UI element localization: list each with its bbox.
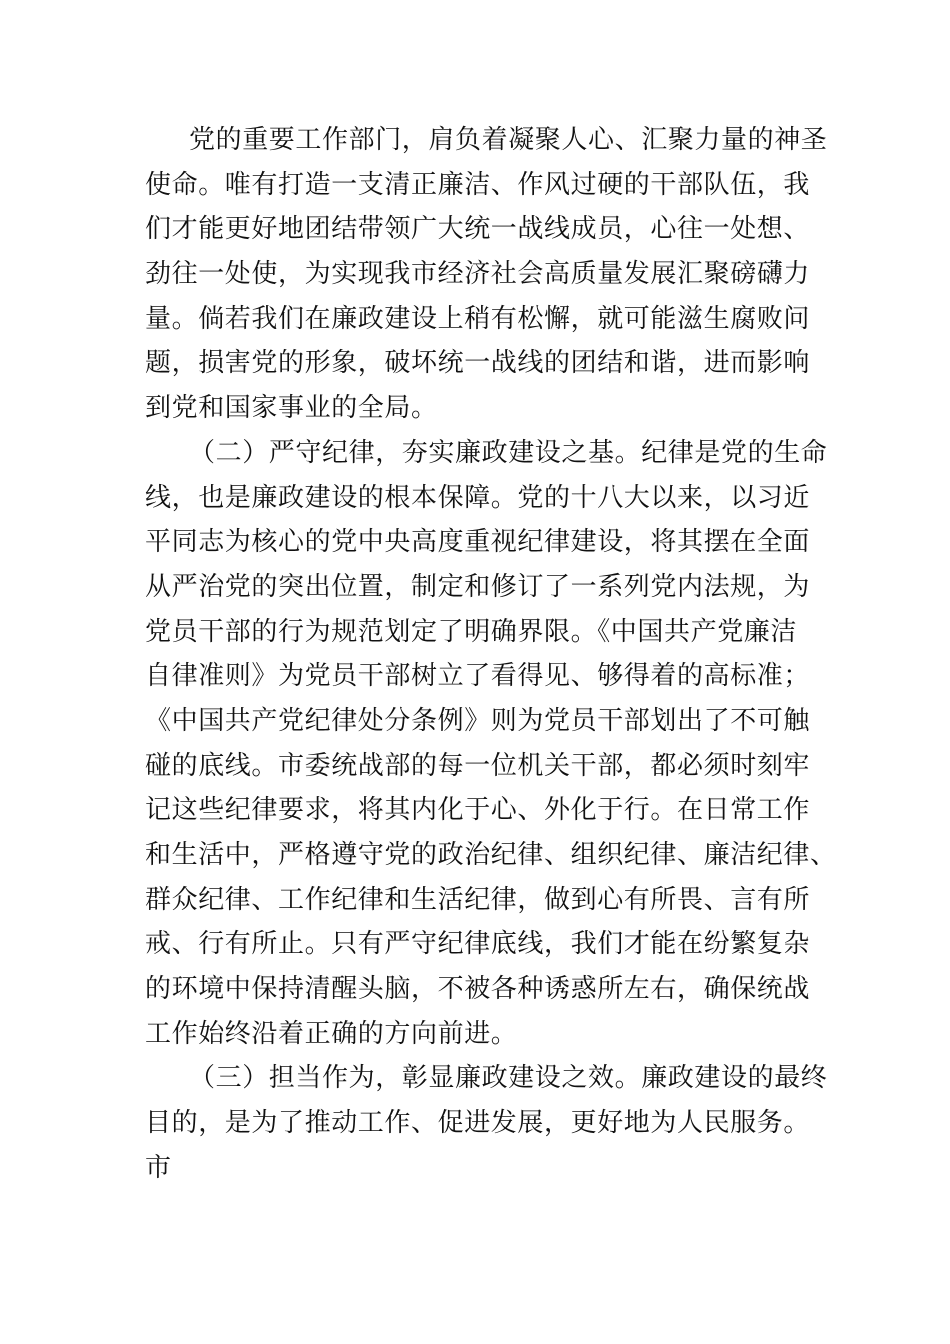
text-line: 目的，是为了推动工作、促进发展，更好地为人民服务。 <box>145 1108 811 1139</box>
body-text <box>145 118 837 1191</box>
text-line: 量。倘若我们在廉政建设上稍有松懈，就可能滋生腐败问 <box>145 303 811 334</box>
text-line: 记这些纪律要求，将其内化于心、外化于行。在日常工作 <box>145 795 811 826</box>
text-line: 党员干部的行为规范划定了明确界限。《中国共产党廉洁 <box>145 616 798 647</box>
text-line: 题，损害党的形象，破坏统一战线的团结和谐，进而影响 <box>145 348 811 379</box>
text-line: 到党和国家事业的全局。 <box>145 393 438 424</box>
text-line: 市 <box>145 1152 172 1183</box>
text-line: 党的重要工作部门，肩负着凝聚人心、汇聚力量的神圣 <box>189 125 828 155</box>
text-line: 工作始终沿着正确的方向前进。 <box>145 1018 518 1049</box>
text-line: 戒、行有所止。只有严守纪律底线，我们才能在纷繁复杂 <box>145 929 811 960</box>
text-line: 自律准则》为党员干部树立了看得见、够得着的高标准； <box>145 661 811 692</box>
text-line: 使命。唯有打造一支清正廉洁、作风过硬的干部队伍，我 <box>145 169 811 200</box>
text-line: 碰的底线。市委统战部的每一位机关干部，都必须时刻牢 <box>145 750 811 781</box>
text-line: 劲往一处使，为实现我市经济社会高质量发展汇聚磅礴力 <box>145 259 811 290</box>
text-line: 群众纪律、工作纪律和生活纪律，做到心有所畏、言有所 <box>145 884 811 915</box>
section-heading-line: （二）严守纪律，夯实廉政建设之基。纪律是党的生命 <box>189 437 828 468</box>
text-line: 们才能更好地团结带领广大统一战线成员，心往一处想、 <box>145 214 811 245</box>
text-line: 《中国共产党纪律处分条例》则为党员干部划出了不可触 <box>145 705 811 736</box>
section-heading-line: （三）担当作为，彰显廉政建设之效。廉政建设的最终 <box>189 1063 828 1094</box>
text-line: 从严治党的突出位置，制定和修订了一系列党内法规，为 <box>145 571 811 602</box>
text-line: 和生活中，严格遵守党的政治纪律、组织纪律、廉洁纪律、 <box>145 840 837 870</box>
text-line: 线，也是廉政建设的根本保障。党的十八大以来，以习近 <box>145 482 811 513</box>
text-line: 平同志为核心的党中央高度重视纪律建设，将其摆在全面 <box>145 527 811 558</box>
text-line: 的环境中保持清醒头脑，不被各种诱惑所左右，确保统战 <box>145 974 811 1005</box>
